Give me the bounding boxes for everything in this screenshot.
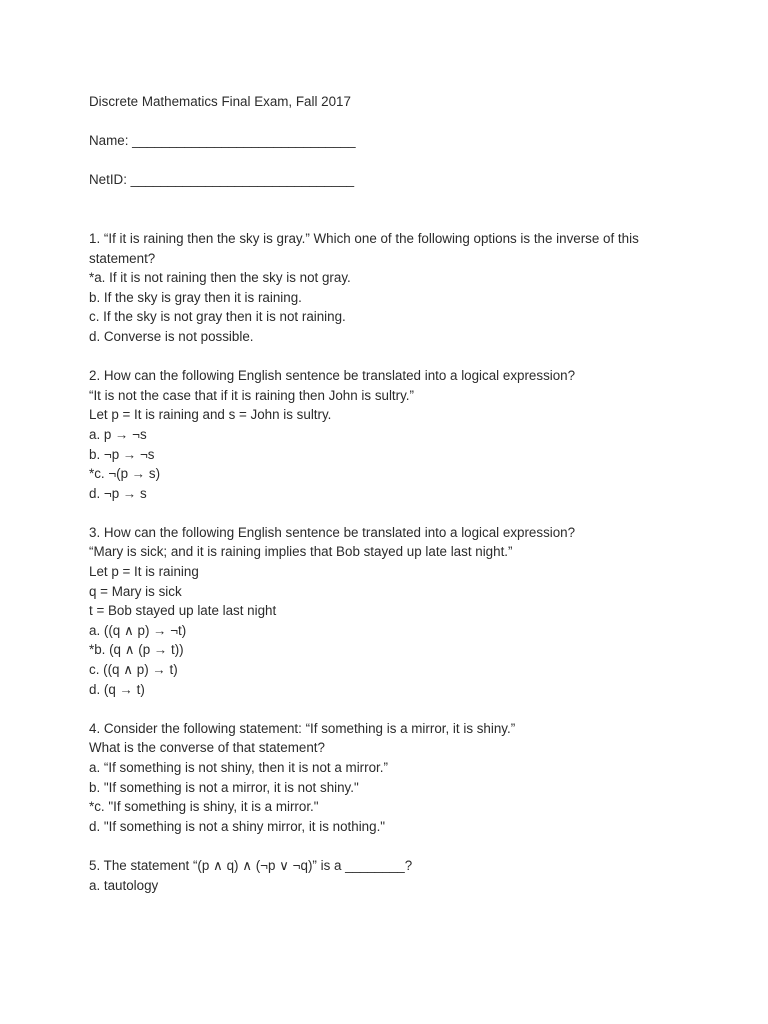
question-4-option-b: b. "If something is not a mirror, it is not shiny." <box>89 779 359 795</box>
question-3-sentence: “Mary is sick; and it is raining implies that Bob stayed up late last night.” <box>89 544 513 560</box>
question-1-prompt-cont: statement? <box>89 250 156 266</box>
netid-field-label: NetID: ______________________________ <box>89 172 355 188</box>
question-3 <box>89 523 689 699</box>
question-2-option-d: d. ¬p → s <box>89 485 147 501</box>
question-1-option-c: c. If the sky is not gray then it is not raining. <box>89 309 346 325</box>
question-2-definitions: Let p = It is raining and s = John is sultry. <box>89 407 332 423</box>
name-field-label: Name: ______________________________ <box>89 133 356 149</box>
question-2 <box>89 366 689 503</box>
question-1 <box>89 229 689 347</box>
question-3-definition-q: q = Mary is sick <box>89 583 182 599</box>
question-5-prompt: 5. The statement “(p ∧ q) ∧ (¬p ∨ ¬q)” is a ________? <box>89 857 413 873</box>
question-4-option-c: *c. "If something is shiny, it is a mirror." <box>89 799 319 815</box>
question-4-option-d: d. "If something is not a shiny mirror, it is nothing." <box>89 818 386 834</box>
question-2-option-b: b. ¬p → ¬s <box>89 446 155 462</box>
question-2-sentence: “It is not the case that if it is raining then John is sultry.” <box>89 387 414 403</box>
exam-title: Discrete Mathematics Final Exam, Fall 2017 <box>89 94 351 109</box>
question-3-definition-p: Let p = It is raining <box>89 564 199 580</box>
question-3-option-a: a. ((q ∧ p) → ¬t) <box>89 622 187 638</box>
question-1-option-d: d. Converse is not possible. <box>89 328 254 344</box>
question-2-prompt: 2. How can the following English sentence be translated into a logical expression? <box>89 368 576 384</box>
question-5-option-a: a. tautology <box>89 877 159 893</box>
question-4-prompt: 4. Consider the following statement: “If something is a mirror, it is shiny.” <box>89 720 516 736</box>
question-4-ask: What is the converse of that statement? <box>89 740 325 756</box>
question-1-option-b: b. If the sky is gray then it is raining. <box>89 289 302 305</box>
question-3-option-c: c. ((q ∧ p) → t) <box>89 662 178 678</box>
question-1-prompt: 1. “If it is raining then the sky is gray.” Which one of the following options is the inverse of this <box>89 230 639 246</box>
question-4-option-a: a. “If something is not shiny, then it is not a mirror.” <box>89 760 388 775</box>
question-3-option-d: d. (q → t) <box>89 681 145 697</box>
question-2-option-a: a. p → ¬s <box>89 426 147 442</box>
exam-document <box>89 92 689 915</box>
question-3-prompt: 3. How can the following English sentence be translated into a logical expression? <box>89 524 576 540</box>
question-3-option-b: *b. (q ∧ (p → t)) <box>89 642 184 658</box>
question-5 <box>89 856 689 895</box>
question-1-option-a: *a. If it is not raining then the sky is not gray. <box>89 270 351 286</box>
question-3-definition-t: t = Bob stayed up late last night <box>89 603 277 619</box>
question-4 <box>89 719 689 837</box>
question-2-option-c: *c. ¬(p → s) <box>89 466 161 482</box>
